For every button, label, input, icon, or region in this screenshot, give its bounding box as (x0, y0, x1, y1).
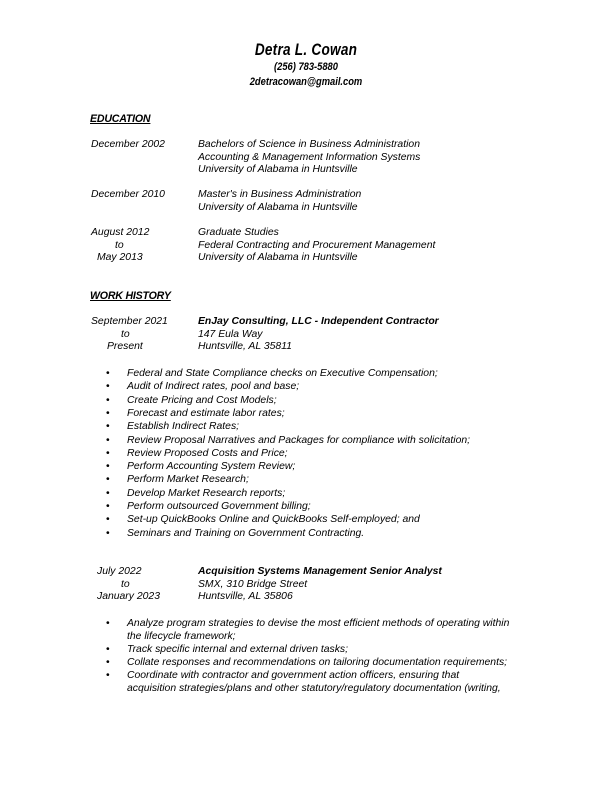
job-address: 147 Eula Way (198, 328, 263, 340)
duty-item: • Perform outsourced Government billing; (91, 500, 551, 513)
job-entry (91, 566, 551, 696)
edu-date: December 2002 (91, 139, 165, 150)
job-address: SMX, 310 Bridge Street (198, 578, 308, 590)
edu-line: Federal Contracting and Procurement Management (198, 239, 436, 251)
job-title: Acquisition Systems Management Senior Analyst (198, 566, 442, 577)
edu-school: University of Alabama in Huntsville (198, 164, 358, 176)
education-entry (91, 139, 551, 177)
job-date-to: to (121, 328, 130, 340)
duty-item: • Federal and State Compliance checks on Executive Compensation; (91, 367, 551, 380)
job-date-to: to (121, 578, 130, 590)
duty-item: • Analyze program strategies to devise the most efficient methods of operating within the lifecycle framework; (91, 618, 511, 644)
edu-date-end: May 2013 (97, 252, 143, 264)
edu-date: August 2012 (91, 227, 150, 238)
education-entry (91, 227, 551, 265)
phone-number: (256) 783-5880 (274, 61, 338, 73)
duty-item: • Establish Indirect Rates; (91, 420, 551, 433)
edu-school: University of Alabama in Huntsville (198, 252, 358, 264)
edu-date: December 2010 (91, 189, 165, 200)
job-city: Huntsville, AL 35811 (198, 341, 292, 353)
duty-item: • Audit of Indirect rates, pool and base; (91, 380, 551, 393)
duty-item: • Seminars and Training on Government Contracting. (91, 527, 551, 540)
job-date-end: Present (107, 341, 143, 353)
edu-school: University of Alabama in Huntsville (198, 201, 358, 213)
education-entry (91, 189, 551, 214)
duty-item: • Develop Market Research reports; (91, 487, 551, 500)
duty-item: • Coordinate with contractor and government action officers, ensuring that acquisition strategies/plans and other statutory/regulatory documentation (writing, (91, 670, 511, 696)
edu-degree: Graduate Studies (198, 227, 279, 238)
edu-degree: Master's in Business Administration (198, 189, 362, 200)
edu-date-to: to (115, 239, 124, 251)
job-duties-list (91, 618, 511, 695)
candidate-name: Detra L. Cowan (254, 40, 358, 59)
duty-item: • Create Pricing and Cost Models; (91, 394, 551, 407)
job-date: September 2021 (91, 316, 168, 327)
job-entry (91, 316, 551, 540)
duty-item: • Perform Accounting System Review; (91, 460, 551, 473)
job-duties-list (91, 367, 551, 540)
job-date-end: January 2023 (97, 591, 160, 603)
duty-item: • Set-up QuickBooks Online and QuickBooks Self-employed; and (91, 513, 551, 526)
job-title: EnJay Consulting, LLC - Independent Contractor (198, 316, 439, 327)
education-heading: EDUCATION (90, 113, 151, 125)
duty-item: • Collate responses and recommendations on tailoring documentation requirements; (91, 657, 511, 670)
duty-item: • Forecast and estimate labor rates; (91, 407, 551, 420)
duty-item: • Review Proposal Narratives and Packages for compliance with solicitation; (91, 434, 551, 447)
edu-degree: Bachelors of Science in Business Administration (198, 139, 420, 150)
work-history-heading: WORK HISTORY (90, 290, 171, 302)
job-date: July 2022 (97, 566, 142, 577)
job-city: Huntsville, AL 35806 (198, 591, 293, 603)
duty-item: • Review Proposed Costs and Price; (91, 447, 551, 460)
duty-item: • Perform Market Research; (91, 473, 551, 486)
duty-item: • Track specific internal and external driven tasks; (91, 644, 511, 657)
email-address: 2detracowan@gmail.com (249, 76, 363, 88)
edu-line: Accounting & Management Information Systems (198, 151, 421, 163)
